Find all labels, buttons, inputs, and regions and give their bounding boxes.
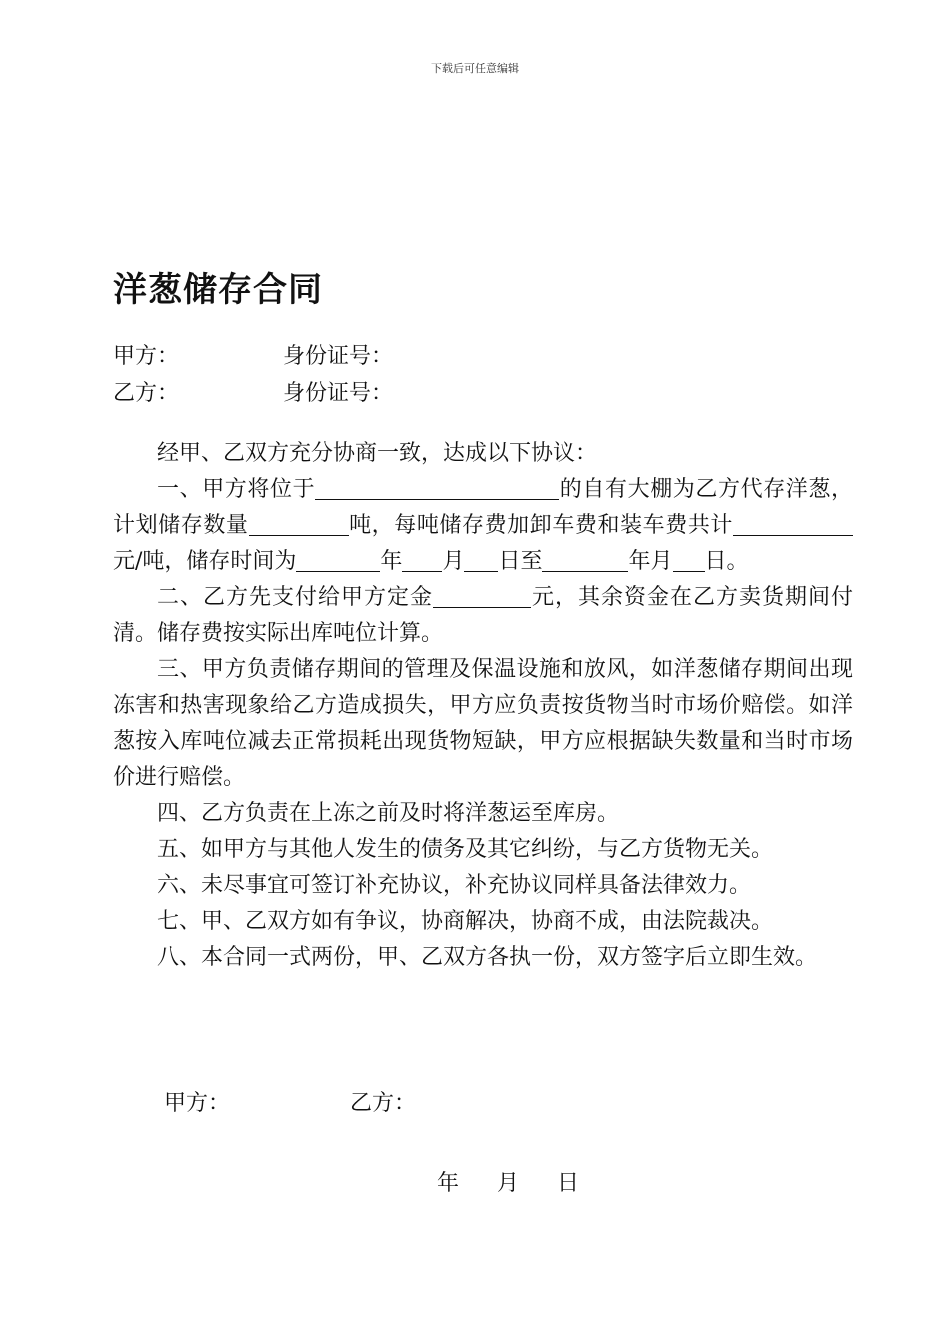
party-a-id-label: 身份证号：: [283, 344, 394, 369]
date-line: [437, 1167, 579, 1201]
end-day-label: 日。: [704, 549, 749, 574]
start-day-label: 日至: [498, 549, 543, 574]
intro-paragraph: 经甲、乙双方充分协商一致，达成以下协议：: [157, 441, 598, 466]
clause-2: [113, 580, 853, 652]
header-note: 下载后可任意编辑: [431, 62, 519, 75]
clause-7: 七、甲、乙双方如有争议，协商解决，协商不成，由法院裁决。: [157, 909, 774, 934]
document-title: 洋葱储存合同: [113, 270, 323, 310]
clause-1-text-a: 一、甲方将位于: [157, 477, 316, 502]
date-month-label: 月: [497, 1171, 520, 1196]
party-a-line: [113, 340, 394, 374]
clause-1-text-c: 吨，每吨储存费加卸车费和装车费共计: [348, 513, 733, 538]
signature-line: [164, 1087, 417, 1121]
signature-party-b: 乙方：: [350, 1091, 417, 1116]
quantity-blank: [249, 509, 349, 536]
start-year-label: 年: [380, 549, 403, 574]
end-year-label: 年: [628, 549, 651, 574]
location-blank: [315, 473, 559, 500]
clause-5: 五、如甲方与其他人发生的债务及其它纠纷，与乙方货物无关。: [157, 837, 774, 862]
clause-3: 三、甲方负责储存期间的管理及保温设施和放风，如洋葱储存期间出现冻害和热害现象给乙方造成损失，甲方应负责按货物当时市场价赔偿。如洋葱按入库吨位减去正常损耗出现货物短缺，甲方应根据缺失数量和当时市场价进行赔偿。: [113, 657, 853, 790]
contract-body: [113, 436, 853, 976]
clause-2-text-a: 二、乙方先支付给甲方定金: [157, 585, 433, 610]
start-month-label: 月: [442, 549, 465, 574]
party-b-label: 乙方：: [113, 381, 180, 406]
date-year-label: 年: [437, 1171, 460, 1196]
clause-8: 八、本合同一式两份，甲、乙双方各执一份，双方签字后立即生效。: [157, 945, 818, 970]
party-b-id-label: 身份证号：: [283, 381, 394, 406]
clause-1-text-d: 元/吨，储存时间为: [113, 549, 297, 574]
deposit-blank: [433, 581, 531, 608]
start-year-blank: [296, 545, 380, 572]
clause-4: 四、乙方负责在上冻之前及时将洋葱运至库房。: [157, 801, 620, 826]
party-a-label: 甲方：: [113, 344, 180, 369]
signature-party-a: 甲方：: [164, 1091, 231, 1116]
date-day-label: 日: [557, 1171, 580, 1196]
start-day-blank: [464, 545, 498, 572]
end-year-blank: [542, 545, 628, 572]
party-b-line: [113, 377, 394, 411]
end-month-label: 月: [650, 549, 673, 574]
clause-1: [113, 472, 853, 580]
clause-2-text-b: 元，其余资金在乙方卖货期间付清。储存费按实际出库吨位计算。: [113, 585, 853, 646]
fee-blank: [733, 509, 853, 536]
end-day-blank: [673, 545, 705, 572]
clause-6: 六、未尽事宜可签订补充协议，补充协议同样具备法律效力。: [157, 873, 752, 898]
start-month-blank: [402, 545, 442, 572]
clause-1-text-b: 的自有大棚为乙方代存洋葱，计划储存数量: [113, 477, 853, 538]
